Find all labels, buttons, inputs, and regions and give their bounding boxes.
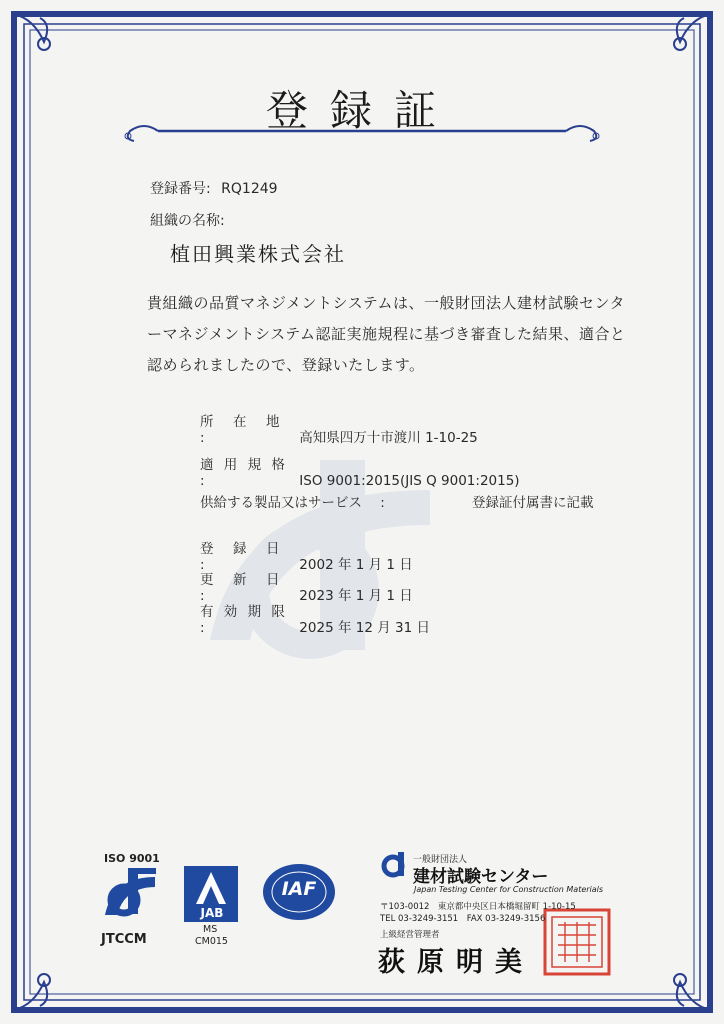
jtccm-label: JTCCM	[101, 932, 147, 947]
registration-label: 登録番号:	[150, 181, 211, 197]
detail-value: 2023 年 1 月 1 日	[299, 588, 413, 604]
issuer-name: 建材試験センター	[413, 867, 549, 887]
detail-value: 登録証付属書に記載	[472, 495, 594, 511]
detail-value: 2002 年 1 月 1 日	[299, 557, 413, 573]
issuer-logo-icon	[384, 852, 404, 876]
organization-name: 植田興業株式会社	[170, 242, 346, 266]
certificate-title: 登録証	[265, 86, 458, 135]
jtccm-logo-icon	[105, 868, 156, 915]
detail-label: 更 新 日 :	[200, 572, 283, 604]
detail-row-location	[200, 410, 478, 446]
detail-row-standard	[200, 453, 520, 489]
detail-value: ISO 9001:2015(JIS Q 9001:2015)	[299, 473, 520, 489]
detail-row-expiry	[200, 600, 430, 636]
registration-number	[150, 178, 278, 198]
jab-label: JAB	[200, 906, 224, 920]
official-seal-icon	[545, 910, 609, 974]
detail-label: 所 在 地 :	[200, 414, 283, 446]
detail-label: 有 効 期 限 :	[200, 604, 288, 636]
issuer-contact: TEL 03-3249-3151 FAX 03-3249-3156	[380, 914, 546, 924]
registration-value: RQ1249	[221, 181, 278, 197]
ms-label: MS	[203, 924, 218, 935]
issuer-type: 一般財団法人	[413, 855, 468, 865]
detail-separator: :	[380, 495, 385, 511]
iaf-label: IAF	[281, 878, 317, 900]
certification-statement: 貴組織の品質マネジメントシステムは、一般財団法人建材試験センターマネジメントシステム認証実施規程に基づき審査した結果、適合と認められましたので、登録いたします。	[147, 294, 626, 374]
detail-row-renewed	[200, 568, 413, 604]
ms-number: CM015	[195, 936, 228, 947]
detail-label: 供給する製品又はサービス	[200, 495, 362, 511]
organization-label: 組織の名称:	[150, 213, 225, 229]
detail-label: 登 録 日 :	[200, 541, 283, 573]
issuer-address: 〒103-0012 東京都中央区日本橋堀留町 1-10-15	[380, 902, 576, 912]
detail-row-scope	[200, 491, 594, 511]
signer-name: 荻原明美	[378, 947, 534, 978]
detail-label: 適 用 規 格 :	[200, 457, 288, 489]
detail-value: 2025 年 12 月 31 日	[299, 620, 430, 636]
signer-title: 上級経営管理者	[380, 930, 440, 940]
iso-label: ISO 9001	[104, 852, 160, 865]
detail-value: 高知県四万十市渡川 1-10-25	[299, 430, 478, 446]
issuer-english-name: Japan Testing Center for Construction Materials	[414, 885, 604, 894]
